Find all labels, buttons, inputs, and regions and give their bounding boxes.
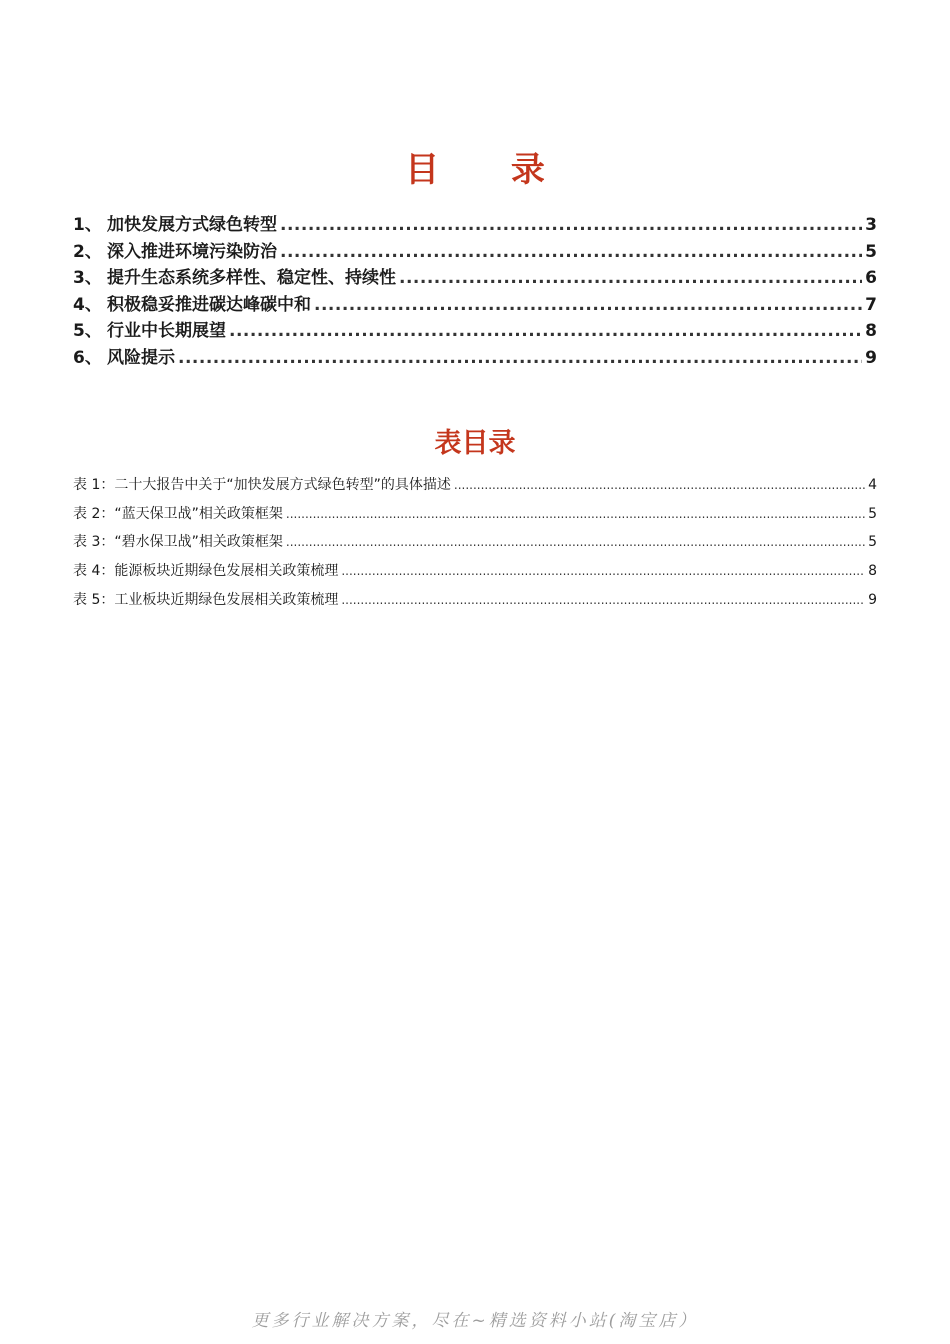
dot-leader xyxy=(314,295,862,315)
toc-entry-number: 5、 xyxy=(73,321,102,342)
toc-entry[interactable] xyxy=(73,290,877,317)
table-toc-entry[interactable] xyxy=(73,503,877,532)
toc-entry-number: 3、 xyxy=(73,268,102,289)
toc-entry-number: 1、 xyxy=(73,215,102,235)
toc-entry[interactable] xyxy=(73,237,877,264)
toc-entry-page: 7 xyxy=(865,294,877,315)
toc-entry-label: 深入推进环境污染防治 xyxy=(107,241,277,262)
table-list xyxy=(73,474,877,617)
table-toc-entry-page: 4 xyxy=(868,477,877,493)
table-toc-entry-label: 表 4：能源板块近期绿色发展相关政策梳理 xyxy=(73,563,339,580)
table-toc-entry-page: 5 xyxy=(868,534,877,551)
toc-entry-label: 行业中长期展望 xyxy=(107,321,226,342)
toc-entry-page: 8 xyxy=(865,321,877,342)
table-toc-entry-label: 表 2：“蓝天保卫战”相关政策框架 xyxy=(73,505,283,522)
footer-watermark: 更多行业解决方案，尽在~精选资料小站(淘宝店） xyxy=(251,1311,699,1331)
table-toc-entry[interactable] xyxy=(73,589,877,618)
table-toc-entry-label: 表 5：工业板块近期绿色发展相关政策梳理 xyxy=(73,591,339,608)
table-toc-entry[interactable] xyxy=(73,531,877,560)
table-toc-entry-label: 表 1：二十大报告中关于“加快发展方式绿色转型”的具体描述 xyxy=(73,477,451,493)
toc-entry-page: 5 xyxy=(865,241,877,262)
toc-entry-number: 6、 xyxy=(73,347,102,368)
dot-leader xyxy=(229,321,862,341)
dot-leader xyxy=(341,564,865,578)
toc-entry-label: 风险提示 xyxy=(107,347,175,368)
toc-entry[interactable] xyxy=(73,210,877,237)
toc-entry-number: 2、 xyxy=(73,241,102,262)
table-toc-entry-label: 表 3：“碧水保卫战”相关政策框架 xyxy=(73,534,283,551)
dot-leader xyxy=(399,268,862,288)
table-toc-entry-page: 8 xyxy=(868,563,877,580)
table-of-contents xyxy=(73,210,877,370)
toc-entry[interactable] xyxy=(73,263,877,290)
dot-leader xyxy=(280,215,862,235)
toc-entry-label: 提升生态系统多样性、稳定性、持续性 xyxy=(107,268,396,289)
table-toc-entry-page: 9 xyxy=(868,591,877,608)
toc-entry-label: 积极稳妥推进碳达峰碳中和 xyxy=(107,294,311,315)
dot-leader xyxy=(454,478,865,492)
dot-leader xyxy=(286,507,865,521)
dot-leader xyxy=(178,348,862,368)
toc-entry-label: 加快发展方式绿色转型 xyxy=(107,215,277,235)
toc-title: 目 录 xyxy=(405,150,575,190)
toc-entry[interactable] xyxy=(73,343,877,370)
table-toc-entry-page: 5 xyxy=(868,505,877,522)
table-toc-entry[interactable] xyxy=(73,560,877,589)
toc-entry-page: 9 xyxy=(865,347,877,368)
table-toc-entry[interactable] xyxy=(73,474,877,503)
table-toc-title: 表目录 xyxy=(434,428,516,459)
dot-leader xyxy=(280,242,862,262)
toc-entry-page: 3 xyxy=(865,215,877,235)
dot-leader xyxy=(341,593,865,607)
toc-entry[interactable] xyxy=(73,316,877,343)
toc-entry-number: 4、 xyxy=(73,294,102,315)
toc-entry-page: 6 xyxy=(865,268,877,289)
dot-leader xyxy=(286,535,865,549)
